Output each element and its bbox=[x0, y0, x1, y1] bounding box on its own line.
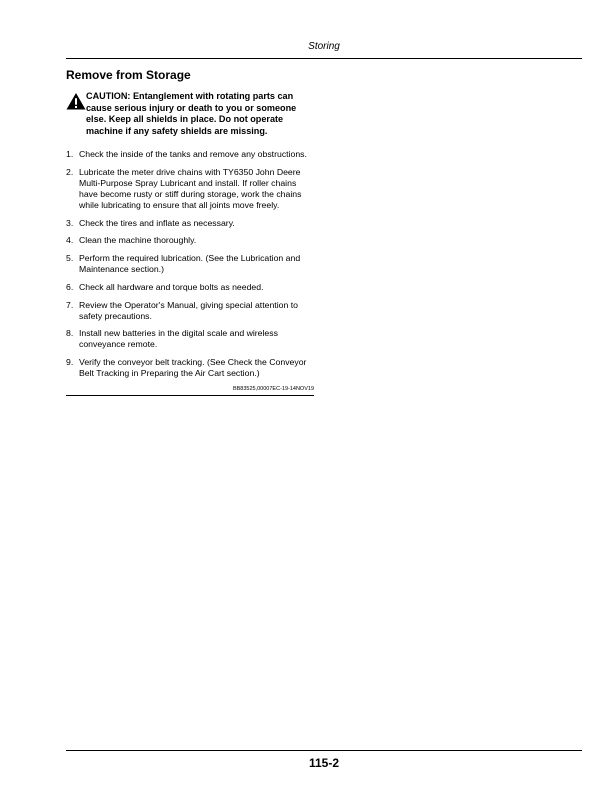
caution-text: CAUTION: Entanglement with rotating parts can cause serious injury or death to you or someone else. Keep all shields in place. Do not operate machine if any safety shields are missing. bbox=[86, 91, 297, 136]
list-item bbox=[66, 149, 314, 160]
footer-divider bbox=[66, 750, 582, 751]
step-number: 1. bbox=[66, 149, 74, 160]
list-item bbox=[66, 253, 314, 275]
step-number: 2. bbox=[66, 167, 74, 178]
step-number: 6. bbox=[66, 281, 74, 292]
list-item bbox=[66, 167, 314, 211]
step-number: 8. bbox=[66, 328, 74, 339]
step-text: Review the Operator's Manual, giving special attention to safety precautions. bbox=[79, 299, 298, 321]
step-text: Install new batteries in the digital scale and wireless conveyance remote. bbox=[79, 328, 278, 350]
list-item bbox=[66, 218, 314, 229]
section-header: Storing bbox=[308, 41, 340, 52]
warning-triangle-icon bbox=[66, 92, 86, 110]
list-item bbox=[66, 300, 314, 322]
step-text: Perform the required lubrication. (See the Lubrication and Maintenance section.) bbox=[79, 253, 301, 275]
list-item bbox=[66, 282, 314, 293]
step-text: Check the tires and inflate as necessary. bbox=[79, 217, 235, 228]
steps-list bbox=[66, 149, 314, 379]
step-number: 4. bbox=[66, 235, 74, 246]
list-item bbox=[66, 357, 314, 379]
step-number: 7. bbox=[66, 299, 74, 310]
page-title: Remove from Storage bbox=[66, 68, 191, 82]
page-number: 115-2 bbox=[308, 756, 340, 770]
main-content bbox=[66, 68, 314, 396]
step-text: Check all hardware and torque bolts as needed. bbox=[79, 281, 264, 292]
list-item bbox=[66, 235, 314, 246]
step-text: Verify the conveyor belt tracking. (See Check the Conveyor Belt Tracking in Preparing the Air Cart section.) bbox=[79, 356, 307, 378]
caution-block bbox=[66, 91, 314, 137]
step-number: 9. bbox=[66, 356, 74, 367]
step-number: 5. bbox=[66, 253, 74, 264]
reference-code: BB83525,00007EC-19-14NOV19 bbox=[66, 386, 314, 396]
step-text: Clean the machine thoroughly. bbox=[79, 235, 197, 246]
step-text: Lubricate the meter drive chains with TY6350 John Deere Multi-Purpose Spray Lubricant and install. If roller chains have become rusty or stiff during storage, work the chains while lubricating to ensure that all joints move freely. bbox=[79, 167, 302, 211]
list-item bbox=[66, 328, 314, 350]
header-divider bbox=[66, 58, 582, 59]
step-number: 3. bbox=[66, 217, 74, 228]
step-text: Check the inside of the tanks and remove any obstructions. bbox=[79, 149, 307, 160]
